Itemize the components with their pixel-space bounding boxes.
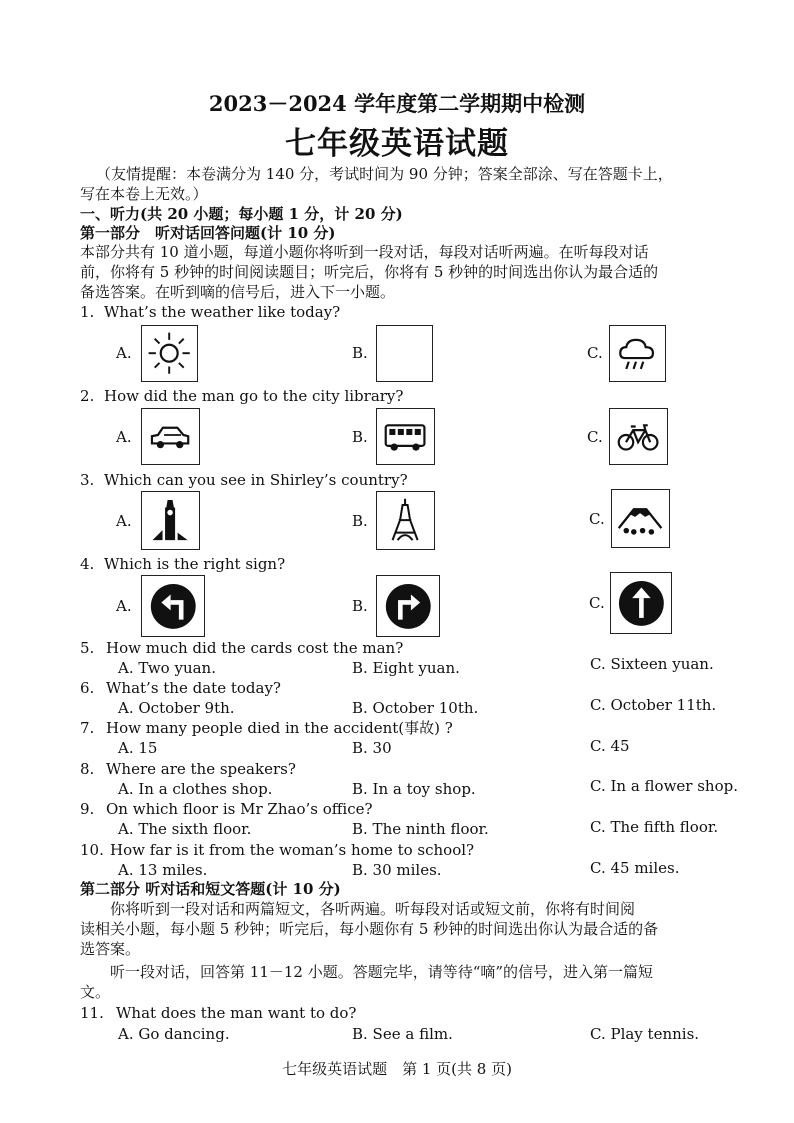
part2-instruction-line: 选答案。 [80,940,141,958]
big-ben-icon [141,491,200,550]
question-text: What’s the weather like today? [104,303,341,321]
question-number: 8. [80,760,95,778]
notice-line-2: 写在本卷上无效。） [80,185,208,203]
option-label: A. [116,512,132,530]
option-c: C. In a flower shop. [590,777,738,795]
option-a: A. October 9th. [118,699,235,717]
question-text: Which is the right sign? [104,555,286,573]
option-c: C. 45 miles. [590,859,680,877]
option-c: C. Sixteen yuan. [590,655,714,673]
option-a: A. Go dancing. [118,1025,230,1043]
question-number: 3. [80,471,95,489]
turn-left-sign-icon [141,575,205,637]
question-number: 2. [80,387,95,405]
option-label: C. [587,428,603,446]
part2-heading: 第二部分 听对话和短文答题(计 10 分) [80,880,341,898]
question-text: How did the man go to the city library? [104,387,404,405]
notice-line-1: （友情提醒：本卷满分为 140 分，考试时间为 90 分钟；答案全部涂、写在答题卡上， [96,165,673,183]
option-b: B. October 10th. [352,699,479,717]
part2-instruction-line: 读相关小题，每小题 5 秒钟；听完后，每小题你有 5 秒钟的时间选出你认为最合适的备 [80,920,659,938]
part1-instruction-line: 前，你将有 5 秒钟的时间阅读题目；听完后，你将有 5 秒钟的时间选出你认为最合适的 [80,263,659,281]
question-text: How much did the cards cost the man? [106,639,404,657]
option-c: C. October 11th. [590,696,717,714]
option-b: B. 30 miles. [352,861,442,879]
option-c: C. The fifth floor. [590,818,719,836]
question-text: On which floor is Mr Zhao’s office? [106,800,373,818]
option-c: C. Play tennis. [590,1025,700,1043]
mount-fuji-icon [611,489,670,548]
option-b: B. The ninth floor. [352,820,489,838]
bicycle-icon [609,408,668,465]
car-icon [141,408,200,465]
page-footer: 七年级英语试题 第 1 页(共 8 页) [282,1060,512,1078]
question-number: 7. [80,719,95,737]
exam-term-title: 2023－2024 学年度第二学期期中检测 [208,91,586,116]
question-number: 11. [80,1004,104,1022]
option-b: B. 30 [352,739,392,757]
option-a: A. The sixth floor. [118,820,252,838]
go-straight-sign-icon [610,572,672,634]
question-text: What does the man want to do? [116,1004,357,1022]
question-number: 4. [80,555,95,573]
option-c: C. 45 [590,737,630,755]
question-text: What’s the date today? [106,679,281,697]
section-listening-heading: 一、听力(共 20 小题；每小题 1 分，计 20 分) [80,205,403,223]
option-b: B. In a toy shop. [352,780,476,798]
question-number: 6. [80,679,95,697]
question-text: How many people died in the accident(事故) ? [106,719,453,737]
option-label: C. [587,344,603,362]
option-label: A. [116,597,132,615]
option-label: B. [352,512,368,530]
exam-title: 七年级英语试题 [285,126,509,162]
rain-cloud-icon [609,325,666,382]
blank-icon [376,325,433,382]
part2-instruction-line: 你将听到一段对话和两篇短文，各听两遍。听每段对话或短文前，你将有时间阅 [80,900,636,918]
option-label: B. [352,597,368,615]
option-a: A. Two yuan. [118,659,216,677]
option-a: A. 13 miles. [118,861,208,879]
eiffel-tower-icon [376,491,435,550]
bus-icon [376,408,435,465]
question-number: 10. [80,841,104,859]
question-text: Where are the speakers? [106,760,296,778]
option-b: B. Eight yuan. [352,659,460,677]
question-text: Which can you see in Shirley’s country? [104,471,408,489]
option-label: C. [589,510,605,528]
option-b: B. See a film. [352,1025,453,1043]
part1-instruction-line: 备选答案。在听到嘀的信号后，进入下一小题。 [80,283,396,301]
option-label: B. [352,428,368,446]
question-number: 1. [80,303,95,321]
option-label: C. [589,594,605,612]
question-number: 5. [80,639,95,657]
question-number: 9. [80,800,95,818]
option-label: B. [352,344,368,362]
option-a: A. 15 [118,739,158,757]
part2-instruction-line: 文。 [80,983,111,1001]
part2-instruction-line: 听一段对话，回答第 11－12 小题。答题完毕，请等待“嘀”的信号，进入第一篇短 [80,963,654,981]
question-text: How far is it from the woman’s home to school? [110,841,475,859]
turn-right-sign-icon [376,575,440,637]
part1-instruction-line: 本部分共有 10 道小题，每道小题你将听到一段对话，每段对话听两遍。在听每段对话 [80,243,649,261]
option-a: A. In a clothes shop. [118,780,273,798]
option-label: A. [116,344,132,362]
sun-icon [141,325,198,382]
option-label: A. [116,428,132,446]
part1-heading: 第一部分 听对话回答问题(计 10 分) [80,224,336,242]
